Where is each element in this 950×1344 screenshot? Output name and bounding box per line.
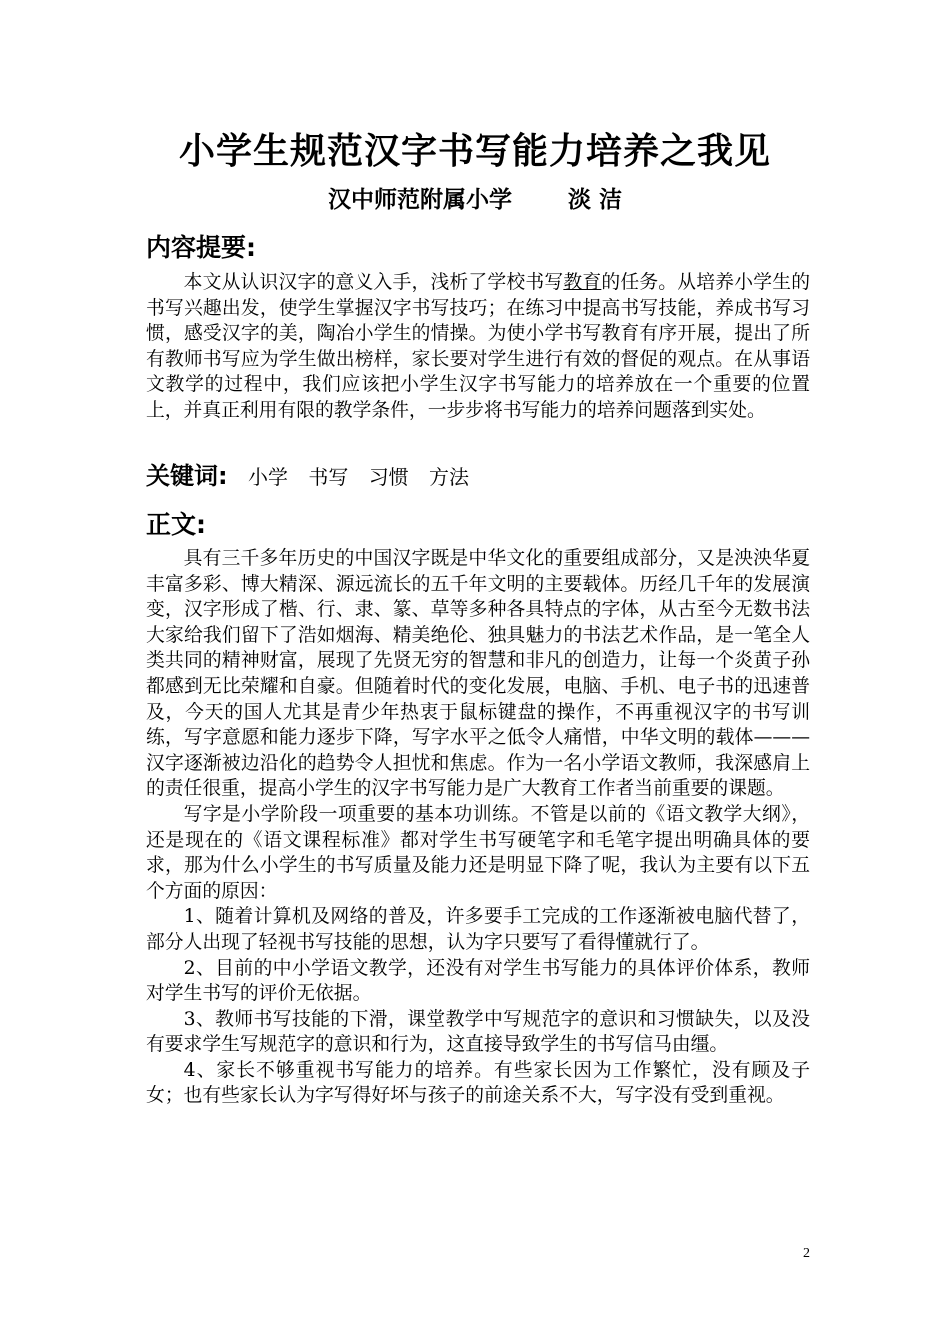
body-paragraph: 写字是小学阶段一项重要的基本功训练。不管是以前的《语文教学大纲》，还是现在的《语文课程标准》都对学生书写硬笔字和毛笔字提出明确具体的要求，那为什么小学生的书写质量及能力还是明显下降了呢，我认为主要有以下五个方面的原因：: [146, 803, 810, 902]
school-name: 汉中师范附属小学: [327, 187, 512, 213]
document-title: 小学生规范汉字书写能力培养之我见: [178, 131, 771, 172]
body-paragraph: 具有三千多年历史的中国汉字既是中华文化的重要组成部分，又是泱泱华夏丰富多彩、博大精深、源远流长的五千年文明的主要载体。历经几千年的发展演变，汉字形成了楷、行、隶、篆、草等多种各具特点的字体，从古至今无数书法大家给我们留下了浩如烟海、精美绝伦、独具魅力的书法艺术作品，是一笔全人类共同的精神财富，展现了先贤无穷的智慧和非凡的创造力，让每一个炎黄子孙都感到无比荣耀和自豪。但随着时代的变化发展，电脑、手机、电子书的迅速普及，今天的国人尤其是青少年热衷于鼠标键盘的操作，不再重视汉字的书写训练，写字意愿和能力逐步下降，写字水平之低令人痛惜，中华文明的载体———汉字逐渐被边沿化的趋势令人担忧和焦虑。作为一名小学语文教师，我深感肩上的责任很重，提高小学生的汉字书写能力是广大教育工作者当前重要的课题。: [146, 548, 810, 800]
page-number: 2: [803, 1246, 810, 1261]
abstract-text-after: 的任务。从培养小学生的书写兴趣出发，使学生掌握汉字书写技巧；在练习中提高书写技能，养成书写习惯，感受汉字的美，陶冶小学生的情操。为使小学书写教育有序开展，提出了所有教师书写应为学生做出榜样，家长要对学生进行有效的督促的观点。在从事语文教学的过程中，我们应该把小学生汉字书写能力的培养放在一个重要的位置上，并真正利用有限的教学条件，一步步将书写能力的培养问题落到实处。: [146, 272, 811, 421]
keywords-line: [146, 459, 469, 494]
body-paragraph: 2、目前的中小学语文教学，还没有对学生书写能力的具体评价体系，教师对学生书写的评价无依据。: [146, 957, 810, 1005]
body-paragraph: 3、教师书写技能的下滑，课堂教学中写规范字的意识和习惯缺失，以及没有要求学生写规范字的意识和行为，这直接导致学生的书写信马由缰。: [146, 1008, 810, 1056]
keyword-item: 小学: [247, 465, 288, 489]
abstract-heading: 内容提要:: [146, 233, 256, 262]
abstract-underlined-word: 教育: [563, 272, 602, 293]
keyword-item: 方法: [429, 465, 470, 489]
abstract-paragraph: [146, 270, 810, 424]
body-heading: 正文:: [146, 510, 206, 539]
byline: [0, 183, 950, 217]
author-name: 淡 洁: [567, 187, 622, 213]
abstract-section: [146, 270, 810, 424]
body-paragraph: 1、随着计算机及网络的普及，许多要手工完成的工作逐渐被电脑代替了，部分人出现了轻视书写技能的思想，认为字只要写了看得懂就行了。: [146, 906, 810, 953]
body-section: [146, 546, 810, 1109]
keyword-item: 书写: [308, 465, 349, 489]
abstract-text-before: 本文从认识汉字的意义入手，浅析了学校书写: [183, 272, 564, 293]
keywords-label: 关键词:: [146, 462, 228, 490]
keyword-item: 习惯: [368, 465, 409, 489]
body-paragraph: 4、家长不够重视书写能力的培养。有些家长因为工作繁忙，没有顾及子女；也有些家长认为字写得好坏与孩子的前途关系不大，写字没有受到重视。: [146, 1059, 810, 1107]
